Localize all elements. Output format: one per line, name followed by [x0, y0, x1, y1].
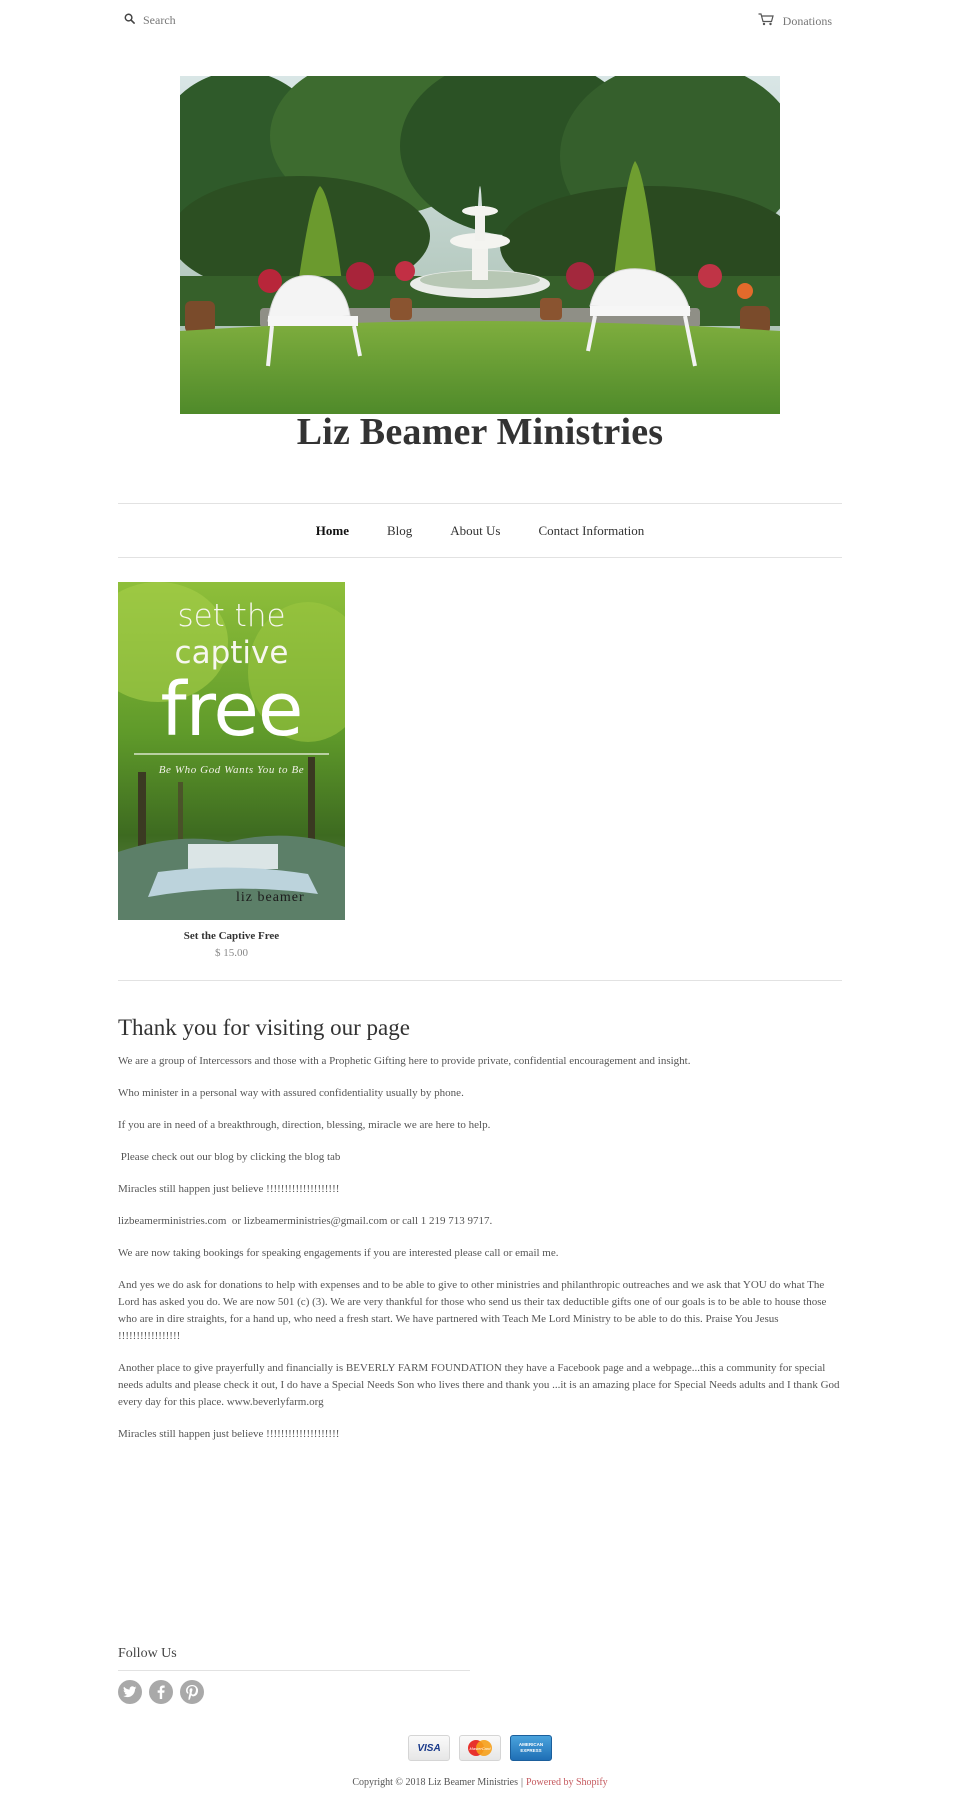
cart-label: Donations	[782, 14, 832, 28]
cart-icon	[758, 13, 774, 30]
paragraph: Who minister in a personal way with assured confidentiality usually by phone.	[118, 1087, 464, 1099]
facebook-icon[interactable]	[149, 1680, 173, 1704]
contact-paragraph: lizbeamerministries.com or lizbeamerministries@gmail.com or call 1 219 713 9717.	[118, 1215, 493, 1227]
search-box[interactable]	[124, 13, 176, 28]
follow-us-title: Follow Us	[118, 1646, 470, 1671]
site-title[interactable]: Liz Beamer Ministries	[296, 411, 664, 453]
nav-item-contact-information[interactable]: Contact Information	[538, 522, 645, 538]
payment-methods	[0, 1735, 960, 1761]
page-heading: Thank you for visiting our page	[118, 1015, 410, 1040]
paragraph: We are now taking bookings for speaking engagements if you are interested please call or email me.	[118, 1247, 559, 1259]
paragraph: If you are in need of a breakthrough, direction, blessing, miracle we are here to help.	[118, 1119, 491, 1131]
book-cover-author: liz beamer	[236, 890, 305, 905]
section-divider	[118, 980, 842, 981]
top-bar	[118, 0, 842, 44]
nav-item-home[interactable]: Home	[315, 522, 349, 538]
nav-item-about-us[interactable]: About Us	[450, 522, 501, 538]
amex-icon: AMERICAN EXPRESS	[510, 1735, 552, 1761]
paragraph: And yes we do ask for donations to help with expenses and to be able to give to other ministries and philanthropic outreaches and we ask that YOU do what The Lord has asked you do. We are now 501 (c) (3). We are very thankful for those who send us their tax deductible gifts one of our goals is to be able to house those who are in dire straights, for a hand up, who need a fresh start. We have partnered with Teach Me Lord Ministry to be able to do this. Praise You Jesus !!!!!!!!!!!!!!!!!	[118, 1279, 827, 1342]
paragraph: We are a group of Intercessors and those with a Prophetic Gifting here to provide private, confidential encouragement and insight.	[118, 1055, 691, 1067]
pinterest-icon[interactable]	[180, 1680, 204, 1704]
search-icon	[124, 13, 135, 28]
donations-cart-link[interactable]	[758, 13, 832, 30]
paragraph: Another place to give prayerfully and financially is BEVERLY FARM FOUNDATION they have a Facebook page and a webpage...this a community for special needs adults and please check it out, I do have a Special Needs Son who lives there and thank you ...it is an amazing place for Special Needs adults and I thank God every day for this place. www.beverlyfarm.org	[118, 1362, 840, 1408]
social-links	[118, 1680, 470, 1704]
copyright	[0, 1777, 960, 1788]
paragraph: Miracles still happen just believe !!!!!!!!!!!!!!!!!!!!	[118, 1183, 340, 1195]
paragraph: Miracles still happen just believe !!!!!!!!!!!!!!!!!!!!	[118, 1428, 340, 1440]
page-content	[118, 1015, 842, 1458]
book-cover-line3: free	[160, 667, 303, 753]
product-card[interactable]	[118, 582, 345, 959]
twitter-icon[interactable]	[118, 1680, 142, 1704]
book-cover-line2: captive	[174, 635, 289, 671]
book-cover-line1: set the	[177, 598, 286, 634]
copyright-text: Copyright © 2018 Liz Beamer Ministries	[352, 1777, 518, 1788]
main-nav	[118, 503, 842, 558]
paragraph: Please check out our blog by clicking the blog tab	[118, 1151, 341, 1163]
product-title[interactable]: Set the Captive Free	[183, 930, 280, 942]
book-cover-subtitle: Be Who God Wants You to Be	[158, 764, 305, 776]
powered-by-shopify-link[interactable]: Powered by Shopify	[525, 1777, 608, 1788]
product-price: $ 15.00	[215, 947, 248, 959]
mastercard-icon: MasterCard	[459, 1735, 501, 1761]
hero-garden-image	[180, 76, 780, 414]
copyright-separator: |	[520, 1777, 523, 1788]
nav-item-blog[interactable]: Blog	[386, 522, 413, 538]
visa-icon: VISA	[408, 1735, 450, 1761]
product-book-cover[interactable]	[118, 582, 345, 920]
follow-us-section	[118, 1646, 470, 1704]
search-label: Search	[143, 13, 176, 27]
